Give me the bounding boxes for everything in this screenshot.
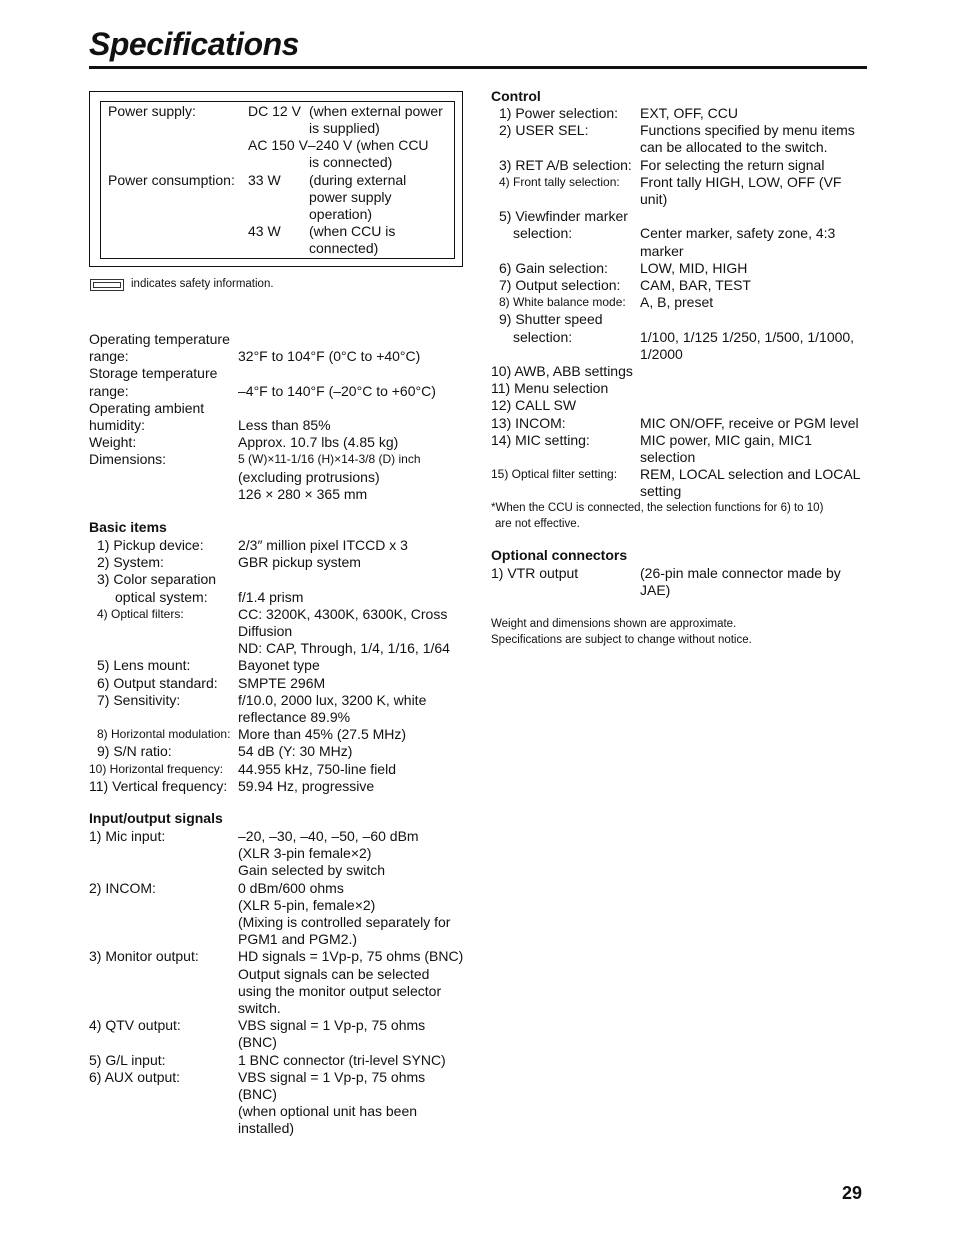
power-supply-dc-note: is supplied)	[309, 120, 380, 136]
spec-value: Gain selected by switch	[238, 862, 386, 879]
power-consumption-note: operation)	[309, 206, 373, 222]
spec-label: 10) AWB, ABB settings	[491, 363, 633, 379]
control-footnote: *When the CCU is connected, the selection functions for 6) to 10)	[491, 502, 824, 514]
spec-value: f/1.4 prism	[238, 588, 304, 605]
spec-value: selection	[640, 449, 696, 465]
spec-label: range:	[89, 348, 129, 365]
spec-value: CC: 3200K, 4300K, 6300K, Cross	[238, 605, 448, 622]
spec-label: Dimensions:	[89, 451, 167, 468]
power-consumption-label: Power consumption:	[108, 172, 235, 188]
spec-label: 7) Output selection:	[499, 277, 621, 293]
footer-note: Weight and dimensions shown are approximate.	[491, 618, 737, 630]
spec-value: VBS signal = 1 Vp-p, 75 ohms	[238, 1068, 426, 1085]
spec-label: 10) Horizontal frequency:	[89, 761, 224, 776]
power-supply-dc-note: (when external power	[309, 103, 443, 119]
spec-value: 44.955 kHz, 750-line field	[238, 760, 396, 777]
spec-value: switch.	[238, 1000, 281, 1016]
spec-value: (excluding protrusions)	[238, 468, 380, 485]
page-title: Specifications	[89, 26, 299, 62]
spec-label: 2) USER SEL:	[499, 122, 589, 139]
spec-value: (XLR 5-pin, female×2)	[238, 896, 376, 913]
spec-value: 1 BNC connector (tri-level SYNC)	[238, 1051, 446, 1068]
spec-value: ND: CAP, Through, 1/4, 1/16, 1/64	[238, 640, 450, 657]
title-rule	[89, 66, 867, 69]
power-supply-dc: DC 12 V	[248, 103, 301, 119]
spec-value: 1/100, 1/125 1/250, 1/500, 1/1000,	[640, 328, 855, 345]
spec-value: 59.94 Hz, progressive	[238, 777, 375, 794]
spec-label: 1) Power selection:	[499, 105, 619, 121]
spec-value: setting	[640, 483, 682, 500]
spec-value: Front tally HIGH, LOW, OFF (VF	[640, 173, 842, 190]
spec-label: 2) INCOM:	[89, 879, 156, 896]
spec-value: 1/2000	[640, 345, 683, 362]
power-supply-label: Power supply:	[108, 103, 196, 119]
spec-label: 12) CALL SW	[491, 397, 577, 414]
spec-value: can be allocated to the switch.	[640, 139, 828, 156]
spec-value: JAE)	[640, 582, 671, 599]
spec-label: 1) VTR output	[491, 565, 579, 581]
spec-value: installed)	[238, 1120, 295, 1137]
spec-value: marker	[640, 242, 684, 259]
spec-value: Less than 85%	[238, 417, 331, 433]
spec-value: PGM1 and PGM2.)	[238, 931, 358, 948]
spec-value: REM, LOCAL selection and LOCAL	[640, 466, 861, 483]
spec-value: Approx. 10.7 lbs (4.85 kg)	[238, 434, 399, 451]
spec-value: using the monitor output selector	[238, 982, 442, 999]
spec-value: (XLR 3-pin female×2)	[238, 845, 372, 862]
section-heading: Input/output signals	[89, 810, 223, 826]
spec-value: More than 45% (27.5 MHz)	[238, 726, 407, 743]
spec-label: 14) MIC setting:	[491, 431, 590, 448]
spec-label: 4) QTV output:	[89, 1017, 181, 1034]
spec-label: 1) Pickup device:	[97, 537, 204, 553]
spec-label: 3) Color separation	[97, 571, 217, 588]
spec-value: 2/3″ million pixel ITCCD x 3	[238, 537, 408, 553]
spec-label: 1) Mic input:	[89, 828, 166, 844]
control-footnote: are not effective.	[495, 518, 580, 530]
power-supply-ac: AC 150 V–240 V (when CCU	[248, 137, 429, 153]
safety-legend-icon	[90, 279, 124, 291]
spec-label: 3) Monitor output:	[89, 948, 199, 965]
spec-label: 9) S/N ratio:	[97, 743, 172, 760]
spec-value: Bayonet type	[238, 657, 320, 674]
spec-label: humidity:	[89, 417, 146, 433]
spec-label: 7) Sensitivity:	[97, 691, 181, 708]
power-consumption-33w: 33 W	[248, 172, 281, 188]
spec-label: selection:	[513, 225, 573, 242]
spec-value: reflectance 89.9%	[238, 709, 351, 725]
spec-value: GBR pickup system	[238, 554, 361, 571]
section-heading: Basic items	[89, 519, 167, 535]
spec-value: (when optional unit has been	[238, 1103, 418, 1120]
page-number: 29	[842, 1183, 863, 1203]
spec-label: 5) G/L input:	[89, 1051, 166, 1068]
spec-label: Operating temperature	[89, 331, 230, 347]
power-consumption-note: connected)	[309, 240, 379, 256]
spec-value: (BNC)	[238, 1034, 277, 1051]
footer-note: Specifications are subject to change without notice.	[491, 634, 752, 646]
spec-label: Weight:	[89, 434, 137, 451]
spec-label: selection:	[513, 328, 573, 345]
spec-label: 4) Front tally selection:	[499, 174, 620, 189]
spec-label: Operating ambient	[89, 399, 205, 416]
section-heading: Optional connectors	[491, 547, 628, 563]
spec-label: Storage temperature	[89, 365, 218, 382]
spec-value: (BNC)	[238, 1086, 277, 1102]
spec-label: 3) RET A/B selection:	[499, 156, 632, 173]
spec-label: range:	[89, 382, 129, 399]
spec-value: HD signals = 1Vp-p, 75 ohms (BNC)	[238, 948, 464, 965]
spec-value: EXT, OFF, CCU	[640, 105, 739, 121]
spec-value: SMPTE 296M	[238, 674, 326, 691]
spec-value: Functions specified by menu items	[640, 122, 855, 139]
spec-label: 9) Shutter speed	[499, 311, 603, 328]
spec-value: Diffusion	[238, 623, 293, 639]
spec-label: 6) Gain selection:	[499, 259, 608, 276]
safety-legend-text: indicates safety information.	[131, 278, 274, 290]
spec-label: 6) Output standard:	[97, 674, 218, 691]
spec-value: MIC power, MIC gain, MIC1	[640, 431, 812, 448]
spec-value: MIC ON/OFF, receive or PGM level	[640, 414, 859, 431]
spec-value: –4°F to 140°F (–20°C to +60°C)	[238, 382, 436, 399]
power-supply-ac-note: is connected)	[309, 154, 393, 170]
spec-label: 5) Viewfinder marker	[499, 208, 628, 225]
spec-label: 15) Optical filter setting:	[491, 467, 618, 482]
power-consumption-note: (during external	[309, 172, 407, 188]
spec-value: (Mixing is controlled separately for	[238, 914, 451, 930]
spec-value: Output signals can be selected	[238, 965, 430, 982]
section-heading: Control	[491, 88, 541, 104]
power-consumption-43w: 43 W	[248, 223, 281, 239]
spec-label: 2) System:	[97, 554, 164, 571]
spec-label: 8) White balance mode:	[499, 295, 626, 310]
spec-label: 6) AUX output:	[89, 1068, 181, 1085]
spec-value: 5 (W)×11-1/16 (H)×14-3/8 (D) inch	[238, 452, 421, 467]
spec-label: 8) Horizontal modulation:	[97, 727, 231, 742]
spec-value: 32°F to 104°F (0°C to +40°C)	[238, 348, 421, 365]
spec-label: 5) Lens mount:	[97, 657, 191, 674]
power-consumption-note: (when CCU is	[309, 223, 396, 239]
spec-label: 11) Vertical frequency:	[89, 777, 228, 794]
spec-value: –20, –30, –40, –50, –60 dBm	[238, 828, 419, 844]
spec-label: 13) INCOM:	[491, 414, 566, 431]
spec-label: 4) Optical filters:	[97, 606, 184, 621]
spec-value: CAM, BAR, TEST	[640, 277, 751, 293]
spec-label: optical system:	[115, 588, 208, 605]
spec-value: Center marker, safety zone, 4:3	[640, 225, 836, 242]
spec-value: VBS signal = 1 Vp-p, 75 ohms	[238, 1017, 426, 1034]
spec-value: (26-pin male connector made by	[640, 565, 841, 581]
spec-value: LOW, MID, HIGH	[640, 259, 748, 276]
spec-value: 126 × 280 × 365 mm	[238, 485, 368, 502]
spec-value: f/10.0, 2000 lux, 3200 K, white	[238, 691, 427, 708]
spec-value: For selecting the return signal	[640, 156, 825, 173]
spec-value: A, B, preset	[640, 294, 714, 311]
spec-value: unit)	[640, 191, 668, 207]
spec-value: 54 dB (Y: 30 MHz)	[238, 743, 353, 760]
spec-value: 0 dBm/600 ohms	[238, 879, 344, 896]
power-consumption-note: power supply	[309, 189, 392, 205]
spec-label: 11) Menu selection	[491, 380, 609, 397]
